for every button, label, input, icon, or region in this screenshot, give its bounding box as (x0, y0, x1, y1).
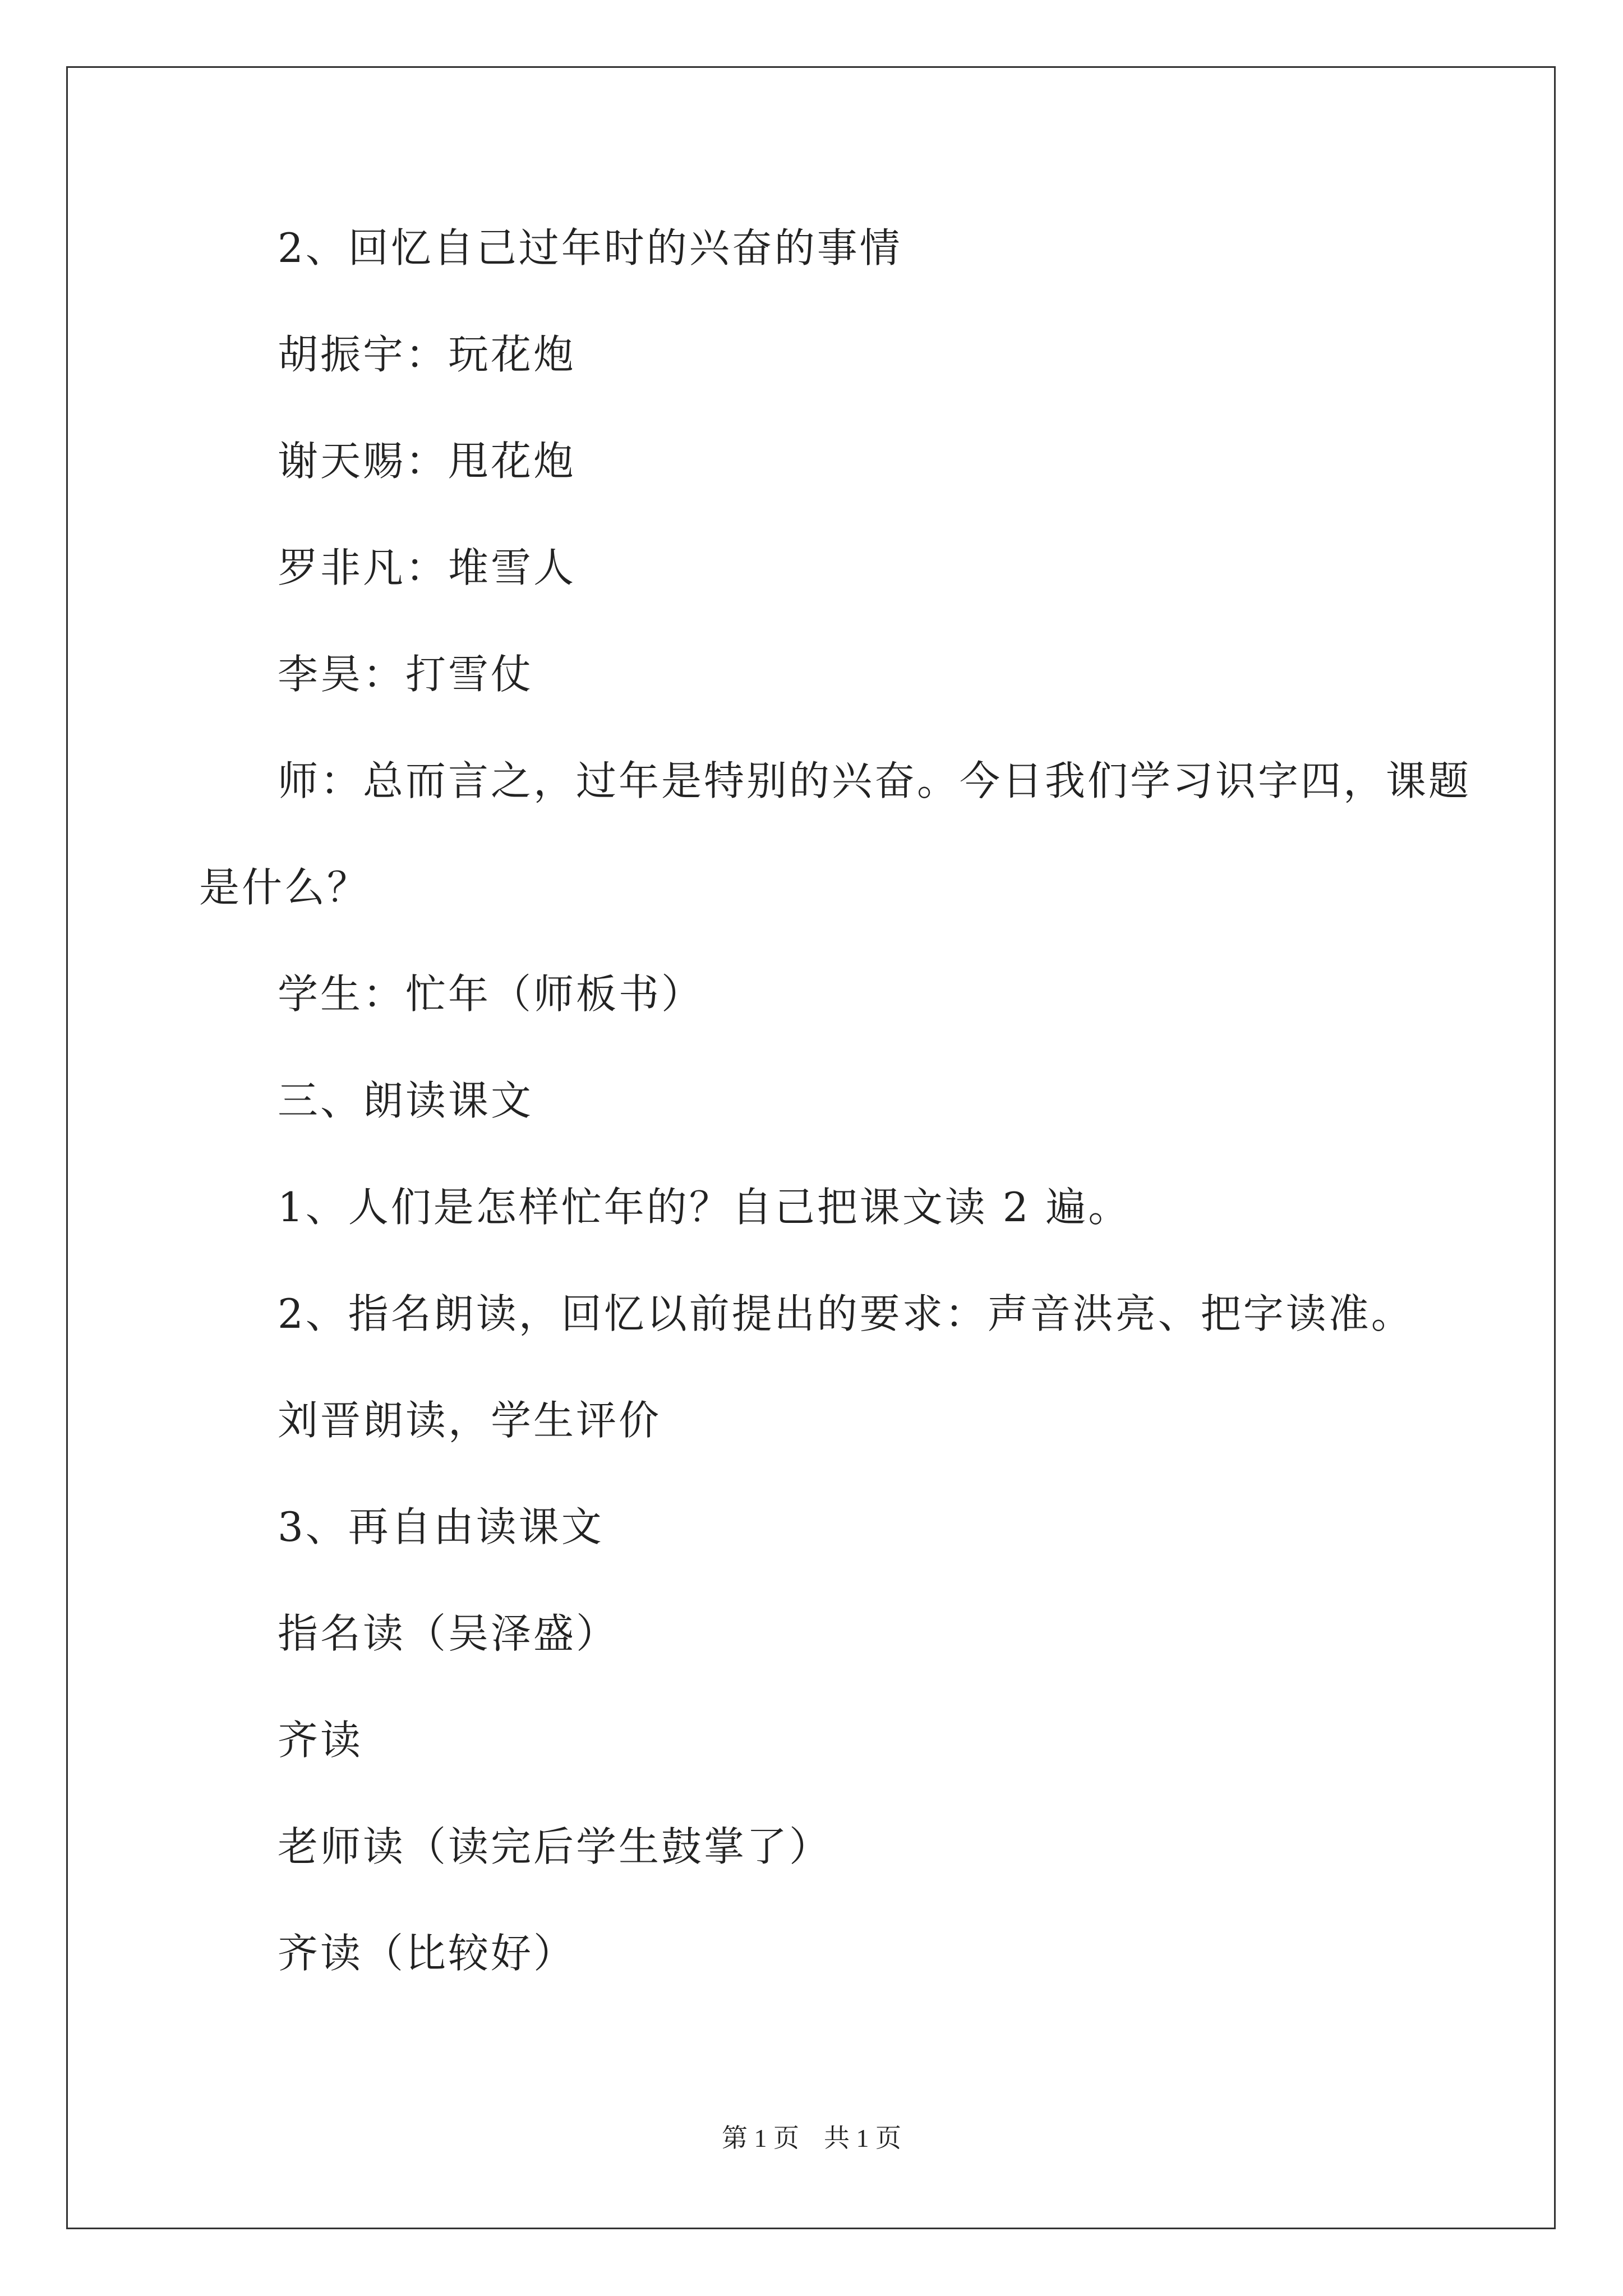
paragraph-line: 学生：忙年（师板书） (278, 970, 704, 1018)
paragraph-line: 指名读（吴泽盛） (278, 1610, 619, 1657)
paragraph-line: 3、再自由读课文 (278, 1503, 604, 1550)
paragraph-line: 老师读（读完后学生鼓掌了） (278, 1823, 832, 1870)
paragraph-line: 胡振宇：玩花炮 (278, 331, 577, 378)
paragraph-line: 刘晋朗读，学生评价 (278, 1397, 662, 1444)
page-footer (0, 2122, 1623, 2155)
paragraph-line: 是什么？ (199, 864, 370, 911)
page-number: 第 1 页 (722, 2124, 799, 2152)
section-heading: 三、朗读课文 (278, 1077, 534, 1124)
paragraph-line: 齐读 (278, 1717, 363, 1764)
paragraph-line: 师：总而言之，过年是特别的兴奋。今日我们学习识字四，课题 (278, 757, 1472, 804)
paragraph-line: 2、指名朗读，回忆以前提出的要求：声音洪亮、把字读准。 (278, 1290, 1414, 1337)
paragraph-line: 齐读（比较好） (278, 1930, 577, 1977)
paragraph-line: 2、回忆自己过年时的兴奋的事情 (278, 224, 902, 272)
page-total: 共 1 页 (824, 2124, 901, 2152)
paragraph-line: 谢天赐：甩花炮 (278, 438, 577, 485)
paragraph-line: 李昊：打雪仗 (278, 651, 534, 698)
paragraph-line: 罗非凡：堆雪人 (278, 544, 577, 591)
paragraph-line: 1、人们是怎样忙年的？自己把课文读 2 遍。 (278, 1184, 1131, 1231)
page-border (66, 66, 1556, 2229)
